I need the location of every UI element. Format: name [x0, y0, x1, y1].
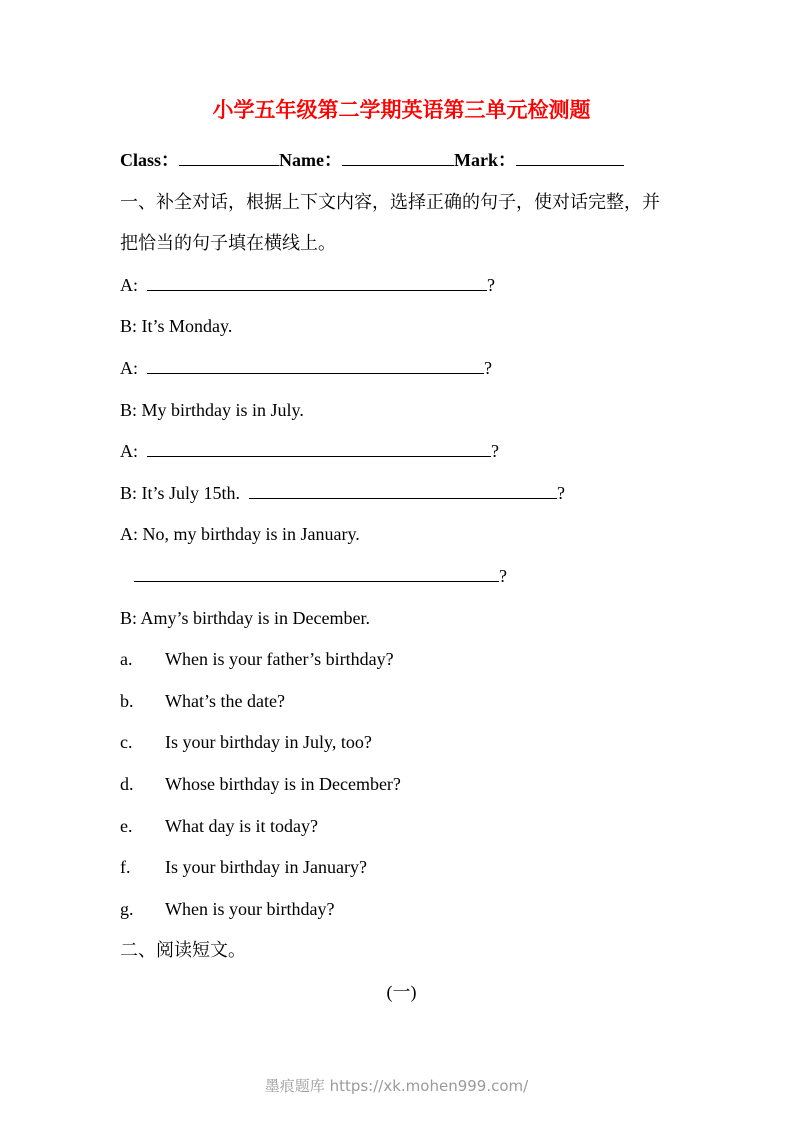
- option-text: Is your birthday in July, too?: [165, 732, 372, 753]
- option-text: Is your birthday in January?: [165, 857, 367, 878]
- mark-label: Mark：: [454, 150, 516, 170]
- section1-instruction-line2: 把恰当的句子填在横线上。: [120, 233, 336, 254]
- dialogue-line-5: [120, 431, 683, 473]
- speaker-text: A:: [120, 274, 138, 295]
- dialogue-blank-2: [147, 360, 484, 374]
- dialogue-line-6: [120, 473, 683, 515]
- option-d: [120, 764, 683, 806]
- dialogue-blank-5: [134, 568, 499, 582]
- dialogue-line-9: B: Amy’s birthday is in December.: [120, 607, 370, 628]
- speaker-text: A:: [120, 357, 138, 378]
- option-text: What’s the date?: [165, 690, 285, 711]
- option-a: [120, 639, 683, 681]
- page-title: 小学五年级第二学期英语第三单元检测题: [212, 98, 591, 122]
- footer-watermark: 墨痕题库 https://xk.mohen999.com/: [264, 1077, 529, 1095]
- name-blank: [342, 152, 454, 166]
- dialogue-blank-1: [147, 277, 487, 291]
- option-b: [120, 681, 683, 723]
- dialogue-line-2: B: It’s Monday.: [120, 316, 233, 337]
- dialogue-line-3: [120, 348, 683, 390]
- option-letter: b.: [120, 690, 134, 711]
- question-mark: ?: [487, 274, 495, 295]
- section2-part-label: (一): [386, 981, 417, 1002]
- option-f: [120, 847, 683, 889]
- option-letter: e.: [120, 815, 133, 836]
- option-c: [120, 722, 683, 764]
- option-letter: g.: [120, 898, 134, 919]
- dialogue-line-1: [120, 265, 683, 307]
- class-label: Class：: [120, 150, 180, 170]
- question-mark: ?: [484, 357, 492, 378]
- option-text: When is your birthday?: [165, 898, 335, 919]
- option-text: What day is it today?: [165, 815, 318, 836]
- name-label: Name：: [279, 150, 342, 170]
- section1-instruction-line1: 一、补全对话，根据上下文内容，选择正确的句子，使对话完整，并: [120, 191, 660, 212]
- question-mark: ?: [557, 482, 566, 503]
- option-letter: c.: [120, 732, 133, 753]
- dialogue-blank-3: [147, 443, 491, 457]
- question-mark: ?: [499, 565, 507, 586]
- section2-heading: 二、阅读短文。: [120, 940, 246, 961]
- dialogue-blank-4: [249, 485, 557, 499]
- option-g: [120, 889, 683, 931]
- dialogue-line-4: B: My birthday is in July.: [120, 399, 304, 420]
- class-blank: [179, 152, 279, 166]
- option-text: When is your father’s birthday?: [165, 649, 394, 670]
- dialogue-line-8: [120, 556, 683, 598]
- option-e: [120, 806, 683, 848]
- speaker-text: B: It’s July 15th.: [120, 482, 241, 503]
- question-mark: ?: [491, 441, 499, 462]
- speaker-text: A:: [120, 441, 138, 462]
- option-letter: f.: [120, 857, 131, 878]
- option-letter: d.: [120, 773, 134, 794]
- document-content: [120, 140, 683, 1013]
- mark-blank: [516, 152, 624, 166]
- option-letter: a.: [120, 649, 133, 670]
- option-text: Whose birthday is in December?: [165, 773, 401, 794]
- student-info-line: [120, 140, 683, 182]
- dialogue-line-7: A: No, my birthday is in January.: [120, 524, 360, 545]
